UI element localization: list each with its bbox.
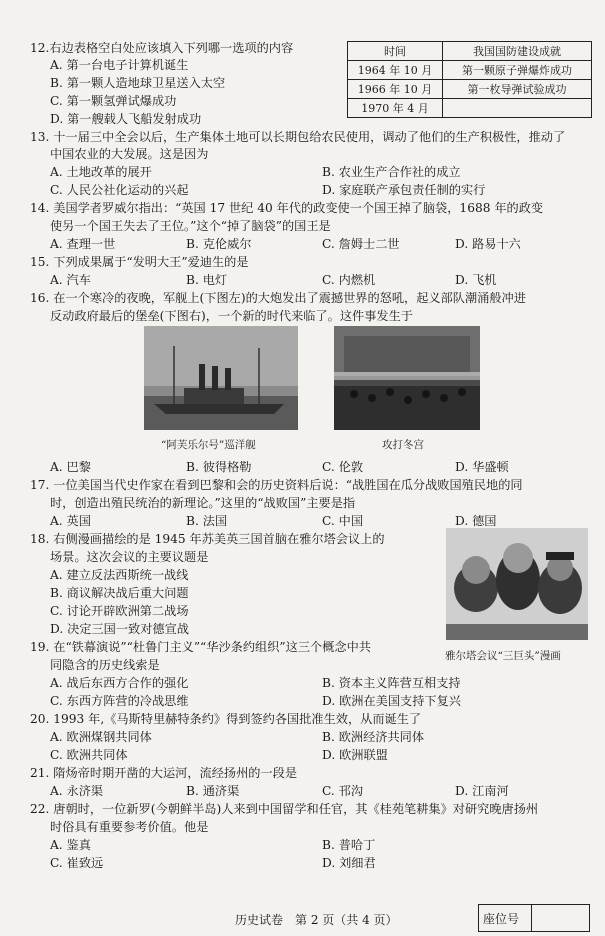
q21-option-c: C. 邗沟 (322, 784, 364, 798)
q18-option-b: B. 商议解决战后重大问题 (50, 586, 189, 600)
table-cell: 第一颗原子弹爆炸成功 (443, 61, 592, 80)
q16-option-c: C. 伦敦 (322, 460, 364, 474)
q15-option-c: C. 内燃机 (322, 273, 376, 287)
q17-option-b: B. 法国 (186, 514, 228, 528)
q21-option-a: A. 永济渠 (50, 784, 104, 798)
aurora-cruiser-photo (144, 326, 298, 430)
yalta-cartoon (446, 528, 588, 640)
q12-option-d: D. 第一艘载人飞船发射成功 (50, 112, 202, 126)
q12-option-b: B. 第一颗人造地球卫星送入太空 (50, 76, 226, 90)
q15-option-d: D. 飞机 (455, 273, 497, 287)
table-header-achievement: 我国国防建设成就 (443, 42, 592, 61)
q13-option-a: A. 土地改革的展开 (50, 165, 152, 179)
q19-option-c: C. 东西方阵营的冷战思维 (50, 694, 189, 708)
q16-option-d: D. 华盛顿 (455, 460, 509, 474)
q17-option-c: C. 中国 (322, 514, 364, 528)
seat-number-label: 座位号 (483, 912, 520, 926)
q17-option-a: A. 英国 (50, 514, 91, 528)
q14-stem-line1: 14. 美国学者罗威尔指出：“英国 17 世纪 40 年代的政变使一个国王掉了脑袋，1688 年的政变 (30, 201, 544, 215)
q18-option-c: C. 讨论开辟欧洲第二战场 (50, 604, 189, 618)
q12-option-c: C. 第一颗氢弹试爆成功 (50, 94, 177, 108)
q14-option-d: D. 路易十六 (455, 237, 521, 251)
yalta-cartoon-caption: 雅尔塔会议“三巨头”漫画 (445, 650, 561, 662)
q13-option-d: D. 家庭联产承包责任制的实行 (322, 183, 486, 197)
q22-stem-line2: 时俗具有重要参考价值。他是 (50, 820, 209, 834)
q14-option-a: A. 查理一世 (50, 237, 116, 251)
q19-option-a: A. 战后东西方合作的强化 (50, 676, 189, 690)
winter-palace-caption: 攻打冬宫 (382, 439, 424, 451)
q21-option-d: D. 江南河 (455, 784, 509, 798)
q14-option-b: B. 克伦威尔 (186, 237, 252, 251)
q20-option-d: D. 欧洲联盟 (322, 748, 388, 762)
q17-option-d: D. 德国 (455, 514, 497, 528)
cruiser-caption: “阿芙乐尔号”巡洋舰 (161, 439, 256, 451)
q18-option-a: A. 建立反法西斯统一战线 (50, 568, 189, 582)
q22-stem-line1: 22. 唐朝时，一位新罗(今朝鲜半岛)人来到中国留学和任官，其《桂苑笔耕集》对研究晚唐扬州 (30, 802, 539, 816)
q22-option-d: D. 刘细君 (322, 856, 376, 870)
q16-stem-line1: 16. 在一个寒冷的夜晚，军舰上(下图左)的大炮发出了震撼世界的怒吼，起义部队潮涌般冲进 (30, 291, 526, 305)
q12-table (347, 41, 592, 118)
q15-option-b: B. 电灯 (186, 273, 228, 287)
page-footer: 历史试卷 第 2 页（共 4 页） (235, 913, 398, 927)
q12-option-a: A. 第一台电子计算机诞生 (50, 58, 189, 72)
q13-stem-line2: 中国农业的大发展。这是因为 (50, 147, 209, 161)
yalta-cartoon-image (446, 528, 588, 640)
q22-option-b: B. 普哈丁 (322, 838, 376, 852)
q16-option-a: A. 巴黎 (50, 460, 91, 474)
q20-option-c: C. 欧洲共同体 (50, 748, 128, 762)
q18-stem-line1: 18. 右侧漫画描绘的是 1945 年苏美英三国首脑在雅尔塔会议上的 (30, 532, 385, 546)
seat-divider (531, 905, 532, 931)
q21-stem: 21. 隋炀帝时期开凿的大运河，流经扬州的一段是 (30, 766, 298, 780)
table-cell: 1966 年 10 月 (348, 80, 443, 99)
q16-stem-line2: 反动政府最后的堡垒(下图右)，一个新的时代来临了。这件事发生于 (50, 309, 413, 323)
q22-option-a: A. 鉴真 (50, 838, 91, 852)
q13-option-c: C. 人民公社化运动的兴起 (50, 183, 189, 197)
q19-stem-line1: 19. 在“铁幕演说”“杜鲁门主义”“华沙条约组织”这三个概念中共 (30, 640, 371, 654)
q17-stem-line1: 17. 一位美国当代史作家在看到巴黎和会的历史资料后说：“战胜国在瓜分战败国殖民地的同 (30, 478, 523, 492)
table-cell: 1964 年 10 月 (348, 61, 443, 80)
winter-palace-image (334, 326, 480, 430)
q19-stem-line2: 同隐含的历史线索是 (50, 658, 160, 672)
table-cell: 第一枚导弹试验成功 (443, 80, 592, 99)
q14-option-c: C. 詹姆士二世 (322, 237, 400, 251)
q20-option-b: B. 欧洲经济共同体 (322, 730, 425, 744)
q19-option-b: B. 资本主义阵营互相支持 (322, 676, 461, 690)
cruiser-image (144, 326, 298, 430)
q19-option-d: D. 欧洲在美国支持下复兴 (322, 694, 461, 708)
q15-stem: 15. 下列成果属于“发明大王”爱迪生的是 (30, 255, 249, 269)
q22-option-c: C. 崔致远 (50, 856, 104, 870)
q21-option-b: B. 通济渠 (186, 784, 240, 798)
q20-option-a: A. 欧洲煤钢共同体 (50, 730, 152, 744)
q18-stem-line2: 场景。这次会议的主要议题是 (50, 550, 209, 564)
q13-stem-line1: 13. 十一届三中全会以后，生产集体土地可以长期包给农民使用，调动了他们的生产积极性，推动了 (30, 130, 566, 144)
table-cell: 1970 年 4 月 (348, 99, 443, 118)
seat-number-box (478, 904, 590, 932)
q17-stem-line2: 时，创造出殖民统治的新理论。”这里的“战败国”主要是指 (50, 496, 356, 510)
q15-option-a: A. 汽车 (50, 273, 91, 287)
table-cell-blank (443, 99, 592, 118)
q14-stem-line2: 使另一个国王失去了王位。”这个“掉了脑袋”的国王是 (50, 219, 331, 233)
q16-option-b: B. 彼得格勒 (186, 460, 252, 474)
q12-stem: 12.右边表格空白处应该填入下列哪一选项的内容 (30, 41, 294, 55)
q18-option-d: D. 决定三国一致对德宣战 (50, 622, 189, 636)
winter-palace-photo (334, 326, 480, 430)
q13-option-b: B. 农业生产合作社的成立 (322, 165, 461, 179)
q20-stem: 20. 1993 年,《马斯特里赫特条约》得到签约各国批准生效，从而诞生了 (30, 712, 422, 726)
table-header-time: 时间 (348, 42, 443, 61)
